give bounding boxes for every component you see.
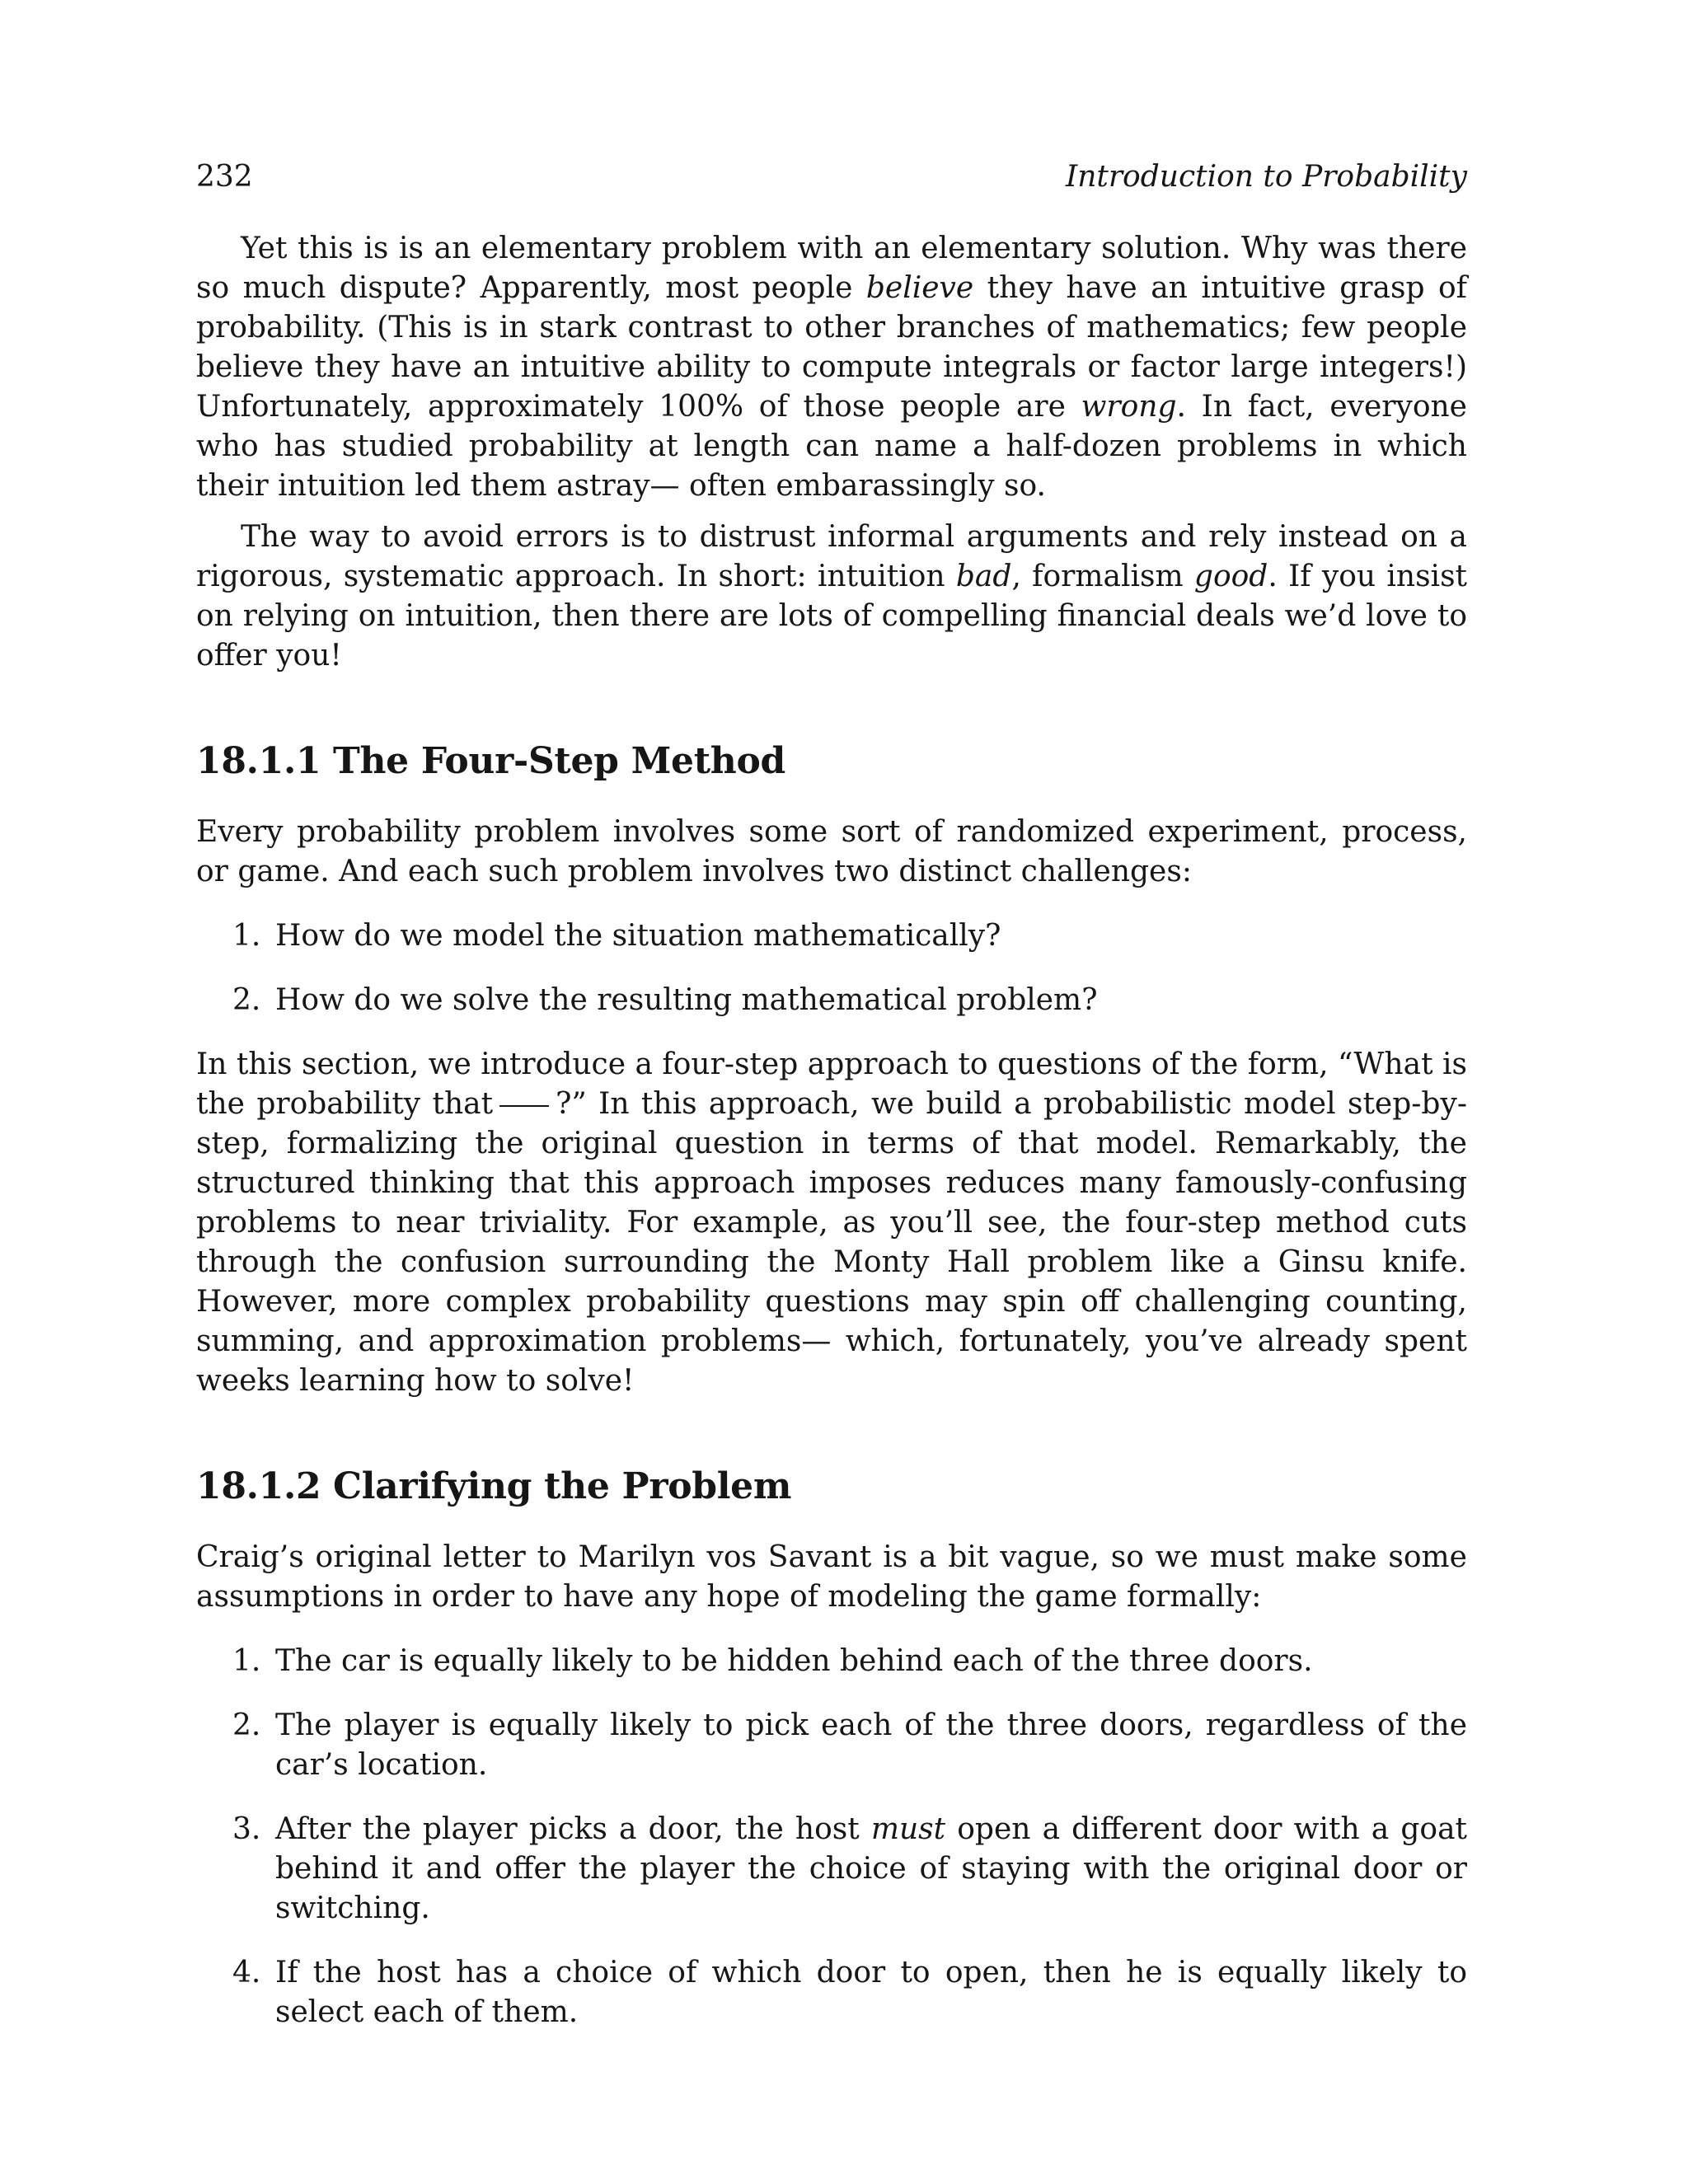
running-head bbox=[196, 157, 1467, 198]
emphasis-good: good bbox=[1193, 560, 1268, 593]
page-number: 232 bbox=[196, 160, 253, 194]
emphasis-bad: bad bbox=[955, 560, 1012, 593]
section-number: 18.1.2 bbox=[196, 1465, 321, 1507]
text-run: they have an intuitive grasp of probability. (This is in stark contrast to other branches of mathematics; few people believe they have an intuitive ability to compute integrals or factor large integers!) Unfortunately, approximately 100% of those people are bbox=[196, 271, 1468, 424]
list-item-number: 4. bbox=[232, 1956, 261, 1990]
list-item-text: The car is equally likely to be hidden behind each of the three doors. bbox=[275, 1644, 1313, 1678]
list-item-text: The player is equally likely to pick each of the three doors, regardless of the car’s location. bbox=[275, 1708, 1467, 1782]
list-item-text bbox=[275, 1812, 1467, 1925]
list-item-number: 3. bbox=[232, 1812, 261, 1846]
text-run: In this section, we introduce a four-step approach to questions of the form, “What is the probability that bbox=[196, 1047, 1467, 1121]
list-item bbox=[196, 1706, 1467, 1785]
book-title: Introduction to Probability bbox=[1065, 160, 1467, 194]
four-step-paragraph-2 bbox=[196, 1045, 1467, 1401]
list-item-text: If the host has a choice of which door to open, then he is equally likely to select each of them. bbox=[275, 1956, 1467, 2029]
section-title: The Four-Step Method bbox=[333, 740, 785, 782]
emphasis-believe: believe bbox=[865, 271, 974, 305]
four-step-paragraph-1: Every probability problem involves some sort of randomized experiment, process, or game. And each such problem involves two distinct challenges: bbox=[196, 815, 1467, 888]
list-item-number: 2. bbox=[232, 1708, 261, 1742]
list-item bbox=[196, 1953, 1467, 2032]
text-run: . If you insist on relying on intuition, then there are lots of compelling financial deals we’d love to offer you! bbox=[196, 560, 1468, 673]
list-item-number: 2. bbox=[232, 983, 261, 1017]
list-item-text: How do we solve the resulting mathematical problem? bbox=[275, 983, 1098, 1017]
list-item bbox=[196, 981, 1467, 1020]
text-run: . In fact, everyone who has studied probability at length can name a half-dozen problems in which their intuition led them astray— often embarassingly so. bbox=[196, 390, 1467, 503]
section-title: Clarifying the Problem bbox=[333, 1465, 792, 1507]
text-run: Yet this is is an elementary problem with an elementary solution. Why was there so much dispute? Apparently, most people bbox=[196, 232, 1467, 305]
section-heading-clarifying-the-problem bbox=[196, 1464, 1467, 1510]
text-run: open a different door with a goat behind it and offer the player the choice of staying with the original door or switching. bbox=[275, 1812, 1467, 1925]
blank-rule bbox=[499, 1105, 549, 1107]
body-text bbox=[196, 229, 1467, 2057]
text-run: , formalism bbox=[1011, 560, 1194, 593]
text-run: ?” In this approach, we build a probabilistic model step-by-step, formalizing the original question in terms of that model. Remarkably, the structured thinking that this approach imposes reduces many famously-confusing problems to near triviality. For example, as you’ll see, the four-step method cuts through the confusion surrounding the Monty Hall problem like a Ginsu knife. However, more complex probability questions may spin off challenging counting, summing, and approximation problems— which, fortunately, you’ve already spent weeks learning how to solve! bbox=[196, 1087, 1467, 1398]
list-item bbox=[196, 1810, 1467, 1929]
list-item-text: How do we model the situation mathematically? bbox=[275, 919, 1001, 953]
emphasis-must: must bbox=[870, 1812, 946, 1846]
challenges-list bbox=[196, 916, 1467, 1020]
text-run: The way to avoid errors is to distrust informal arguments and rely instead on a rigorous, systematic approach. In short: intuition bbox=[196, 520, 1467, 593]
list-item bbox=[196, 916, 1467, 956]
section-number: 18.1.1 bbox=[196, 740, 321, 782]
clarifying-paragraph-1: Craig’s original letter to Marilyn vos Savant is a bit vague, so we must make some assumptions in order to have any hope of modeling the game formally: bbox=[196, 1540, 1467, 1614]
section-heading-four-step-method bbox=[196, 738, 1467, 785]
emphasis-wrong: wrong bbox=[1081, 390, 1177, 424]
intro-paragraph-2 bbox=[196, 518, 1467, 676]
intro-paragraph-1 bbox=[196, 229, 1467, 506]
list-item-number: 1. bbox=[232, 919, 261, 953]
list-item-number: 1. bbox=[232, 1644, 261, 1678]
assumptions-list bbox=[196, 1642, 1467, 2032]
text-run: After the player picks a door, the host bbox=[275, 1812, 871, 1846]
list-item bbox=[196, 1642, 1467, 1681]
